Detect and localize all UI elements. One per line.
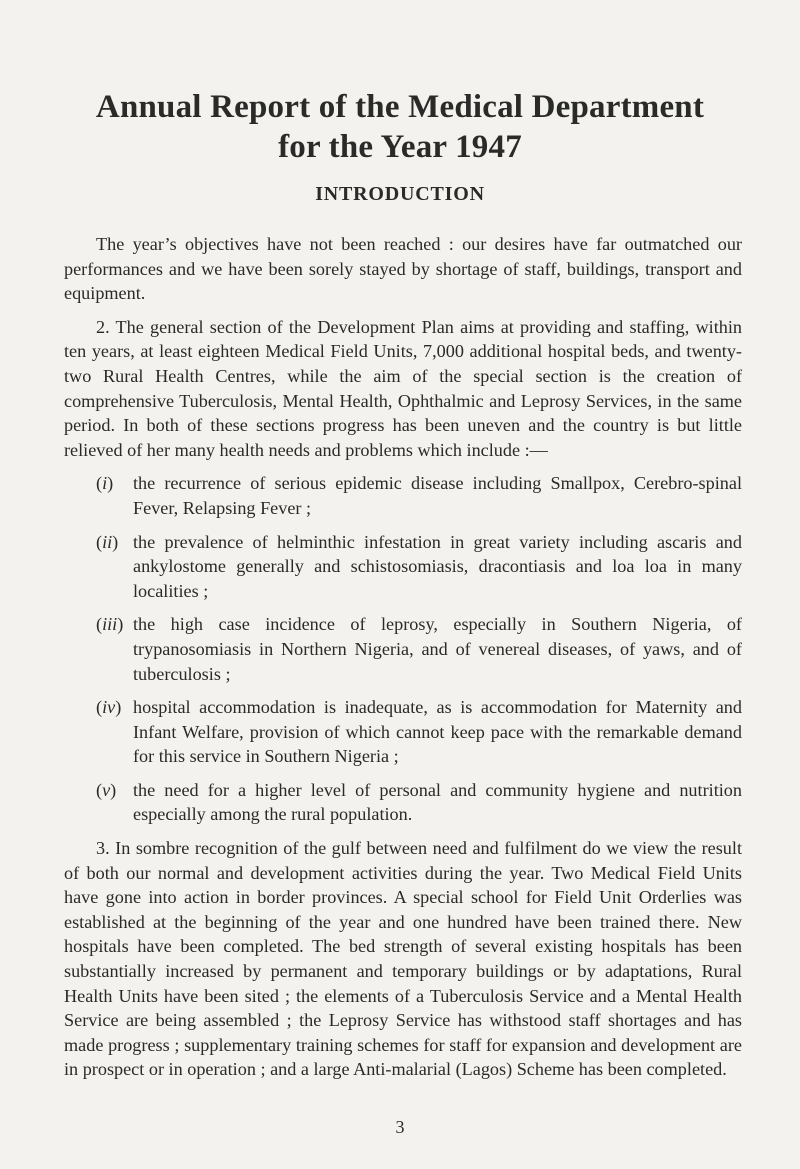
paragraph-2: 2. The general section of the Development Plan aims at providing and staffing, within ten years, at least eighteen Medical Field Units, 7,000 additional hospital beds, and twenty-two Rural Health Centres, while the aim of the special section is the creation of comprehensive Tuberculosis, Mental Health, Ophthalmic and Leprosy Services, in the same period. In both of these sections progress has been uneven and the country is but little relieved of her many health needs and problems which include :—: [64, 316, 742, 460]
list-item-number: (i): [96, 473, 114, 494]
paragraph-3: 3. In sombre recognition of the gulf between need and fulfilment do we view the result of both our normal and development activities during the year. Two Medical Field Units have gone into action in border provinces. A special school for Field Unit Orderlies was established at the beginning of the year and one hundred have been trained there. New hospitals have been completed. The bed strength of several existing hospitals has been substantially increased by permanent and temporary buildings or by adaptations, Rural Health Units have been sited ; the elements of a Tuberculosis Service and a Mental Health Service are being assembled ; the Leprosy Service has withstood staff shortages and has made progress ; supplementary training schemes for staff for expansion and development are in prospect or in operation ; and a large Anti-malarial (Lagos) Scheme has been completed.: [64, 838, 742, 1080]
list-item-number: (v): [96, 779, 117, 800]
list-item-text: the need for a higher level of personal and community hygiene and nutrition especially among the rural population.: [133, 779, 742, 825]
list-item-text: the high case incidence of leprosy, especially in Southern Nigeria, of trypanosomiasis in Northern Nigeria, and of venereal diseases, of yaws, and of tuberculosis ;: [133, 614, 742, 684]
list-item-number: (iii): [96, 614, 124, 635]
page-number: 3: [395, 1117, 405, 1137]
list-item-text: hospital accommodation is inadequate, as is accommodation for Maternity and Infant Welfare, provision of which cannot keep pace with the remarkable demand for this service in Southern Nigeria ;: [133, 697, 742, 767]
list-item-text: the recurrence of serious epidemic disease including Smallpox, Cerebro-spinal Fever, Relapsing Fever ;: [133, 473, 742, 518]
list-item: [64, 471, 742, 520]
list-item: [64, 612, 742, 686]
paragraph-1: The year’s objectives have not been reached : our desires have far outmatched our performances and we have been sorely stayed by shortage of staff, buildings, transport and equipment.: [64, 234, 742, 304]
list-item-text: the prevalence of helminthic infestation in great variety including ascaris and ankylostome generally and schistosomiasis, dracontiasis and loa loa in many localities ;: [133, 531, 742, 601]
list-item: [64, 530, 742, 604]
list-item-number: (iv): [96, 697, 122, 718]
title-line-2: for the Year 1947: [278, 129, 522, 165]
section-heading: INTRODUCTION: [315, 183, 485, 205]
needs-list: [64, 471, 742, 827]
list-item: [64, 778, 742, 827]
body-text: [64, 232, 742, 1091]
list-item-number: (ii): [96, 531, 119, 552]
title-line-1: Annual Report of the Medical Department: [95, 89, 705, 125]
list-item: [64, 695, 742, 769]
